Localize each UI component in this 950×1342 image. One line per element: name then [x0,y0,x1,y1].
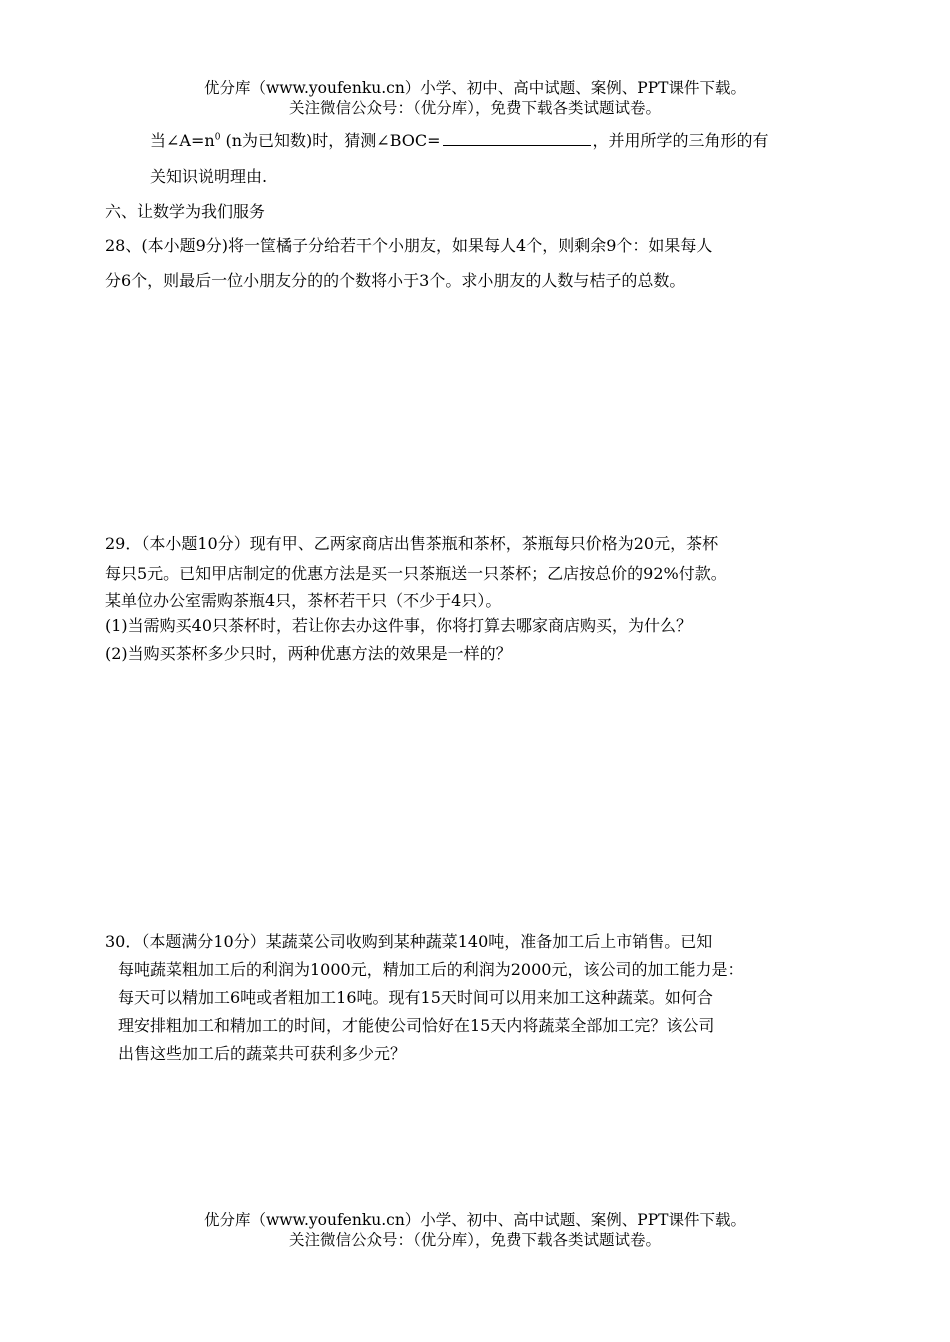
q27-line-1 [150,128,769,151]
degree-superscript: 0 [214,132,221,143]
q30-line-4: 理安排粗加工和精加工的时间，才能使公司恰好在15天内将蔬菜全部加工完？该公司 [118,1016,715,1035]
q28-line-1: 28、(本小题9分)将一筐橘子分给若干个小朋友，如果每人4个，则剩余9个：如果每人 [105,236,713,255]
q29-line-1: 29．（本小题10分）现有甲、乙两家商店出售茶瓶和茶杯，茶瓶每只价格为20元，茶杯 [105,534,719,553]
q30-line-2: 每吨蔬菜粗加工后的利润为1000元，精加工后的利润为2000元，该公司的加工能力是： [118,960,744,979]
q28-line-2: 分6个，则最后一位小朋友分的的个数将小于3个。求小朋友的人数与桔子的总数。 [105,271,686,290]
q27-text-a: 当∠A=n [150,131,215,150]
q30-line-5: 出售这些加工后的蔬菜共可获利多少元？ [118,1044,407,1063]
header-line-2: 关注微信公众号：（优分库），免费下载各类试题试卷。 [288,99,661,117]
footer-line-2: 关注微信公众号：（优分库），免费下载各类试题试卷。 [288,1231,661,1249]
page-header [0,78,950,118]
header-line-1: 优分库（www.youfenku.cn）小学、初中、高中试题、案例、PPT课件下载。 [203,79,747,97]
q29-line-3: 某单位办公室需购茶瓶4只，茶杯若干只（不少于4只）。 [105,591,502,610]
answer-blank[interactable] [443,131,591,146]
q30-line-3: 每天可以精加工6吨或者粗加工16吨。现有15天时间可以用来加工这种蔬菜。如何合 [118,988,713,1007]
q29-line-4: (1)当需购买40只茶杯时，若让你去办这件事，你将打算去哪家商店购买，为什么？ [105,616,693,635]
page-footer [0,1210,950,1250]
section-6-title: 六、让数学为我们服务 [105,202,266,221]
q27-line-2: 关知识说明理由. [150,167,268,186]
q27-text-c: ，并用所学的三角形的有 [592,131,769,150]
footer-line-1: 优分库（www.youfenku.cn）小学、初中、高中试题、案例、PPT课件下载。 [203,1211,747,1229]
q29-line-5: (2)当购买茶杯多少只时，两种优惠方法的效果是一样的？ [105,644,512,663]
q27-text-b: (n为已知数)时，猜测∠BOC= [220,131,441,150]
q30-line-1: 30．（本题满分10分）某蔬菜公司收购到某种蔬菜140吨，准备加工后上市销售。已知 [105,932,713,951]
q29-line-2: 每只5元。已知甲店制定的优惠方法是买一只茶瓶送一只茶杯；乙店按总价的92%付款。 [105,564,727,583]
